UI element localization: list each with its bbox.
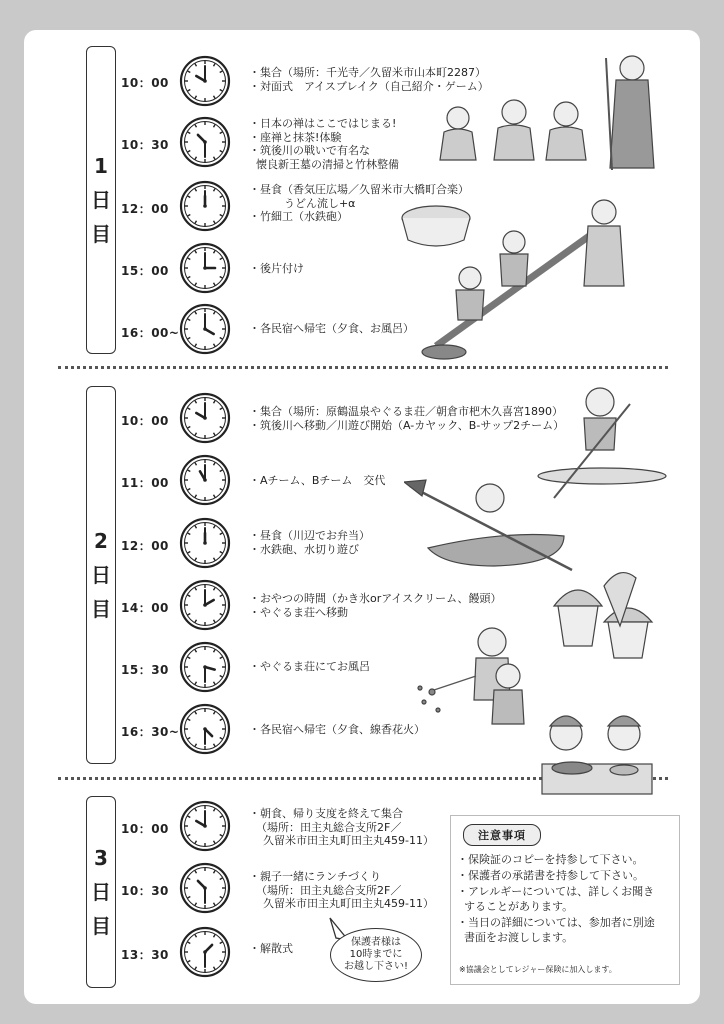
time-label: 10：30 xyxy=(121,138,169,152)
time-label: 14：00 xyxy=(121,601,169,615)
schedule-description: ・集合（場所：原鶴温泉やぐるま荘／朝倉市杷木久喜宮1890） ・筑後川へ移動／川遊び開始（A-カヤック、B-サップ2チーム） xyxy=(249,405,565,432)
day-divider xyxy=(58,366,668,369)
notes-item: ・保護者の承諾書を持参して下さい。 xyxy=(457,869,644,882)
time-label: 10：00 xyxy=(121,76,169,90)
clock-icon xyxy=(179,55,231,107)
insurance-footnote: ※協議会としてレジャー保険に加入します。 xyxy=(459,965,617,974)
schedule-description: ・後片付け xyxy=(249,262,304,275)
notes-item: ・当日の詳細については、参加者に別途 書面をお渡しします。 xyxy=(457,916,655,944)
time-label: 13：30 xyxy=(121,948,169,962)
clock-icon xyxy=(179,517,231,569)
time-label: 10：30 xyxy=(121,884,169,898)
clock-icon xyxy=(179,579,231,631)
clock-icon xyxy=(179,116,231,168)
time-label: 16：00~ xyxy=(121,326,180,340)
schedule-description: ・日本の禅はここではじまる! ・座禅と抹茶!体験 ・筑後川の戦いで有名な 懐良新王墓の清掃と竹林整備 xyxy=(249,117,399,171)
clock-icon xyxy=(179,180,231,232)
clock-icon xyxy=(179,303,231,355)
notes-box xyxy=(450,815,680,985)
schedule-description: ・昼食（川辺でお弁当） ・水鉄砲、水切り遊び xyxy=(249,529,370,556)
notes-list xyxy=(457,852,675,946)
clock-icon xyxy=(179,242,231,294)
day-3-label: 3 日 目 xyxy=(86,796,116,988)
clock-icon xyxy=(179,862,231,914)
bamboo-noodle-illustration xyxy=(372,190,642,366)
time-label: 15：30 xyxy=(121,663,169,677)
schedule-description: ・解散式 xyxy=(249,942,293,955)
schedule-description: ・親子一緒にランチづくり （場所：田主丸総合支所2F／ 久留米市田主丸町田主丸459-11） xyxy=(249,870,434,910)
cooking-children-illustration xyxy=(536,706,658,798)
notes-item: ・アレルギーについては、詳しくお聞き することがあります。 xyxy=(457,885,655,913)
day-2-label: 2 日 目 xyxy=(86,386,116,764)
notes-title: 注意事項 xyxy=(463,824,541,846)
clock-icon xyxy=(179,454,231,506)
time-label: 10：00 xyxy=(121,822,169,836)
time-label: 12：00 xyxy=(121,539,169,553)
schedule-description: ・朝食、帰り支度を終えて集合 （場所：田主丸総合支所2F／ 久留米市田主丸町田主丸459-11） xyxy=(249,807,434,847)
sup-kayak-illustration xyxy=(404,380,670,580)
schedule-description: ・集合（場所：千光寺／久留米市山本町2287） ・対面式 アイスブレイク（自己紹介・ゲーム） xyxy=(249,66,489,93)
schedule-description: ・各民宿へ帰宅（夕食、お風呂） xyxy=(249,322,414,335)
notes-item: ・保険証のコピーを持参して下さい。 xyxy=(457,853,644,866)
time-label: 11：00 xyxy=(121,476,169,490)
schedule-description: ・昼食（香気圧広場／久留米市大橋町合楽） うどん流し+α ・竹細工（水鉄砲） xyxy=(249,183,469,223)
clock-icon xyxy=(179,392,231,444)
clock-icon xyxy=(179,800,231,852)
clock-icon xyxy=(179,641,231,693)
time-label: 10：00 xyxy=(121,414,169,428)
clock-icon xyxy=(179,703,231,755)
schedule-description: ・Aチーム、Bチーム 交代 xyxy=(249,474,386,487)
schedule-description: ・各民宿へ帰宅（夕食、線香花火） xyxy=(249,723,425,736)
schedule-description: ・おやつの時間（かき氷orアイスクリーム、饅頭） ・やぐるま荘へ移動 xyxy=(249,592,502,619)
zen-monk-children-illustration xyxy=(436,48,664,176)
time-label: 16：30~ xyxy=(121,725,180,739)
guardian-notice-bubble: 保護者様は 10時までに お越し下さい! xyxy=(330,928,422,982)
sparkler-children-illustration xyxy=(414,620,534,740)
shaved-ice-illustration xyxy=(548,566,658,662)
clock-icon xyxy=(179,926,231,978)
time-label: 15：00 xyxy=(121,264,169,278)
time-label: 12：00 xyxy=(121,202,169,216)
schedule-description: ・やぐるま荘にてお風呂 xyxy=(249,660,370,673)
day-1-label: 1 日 目 xyxy=(86,46,116,354)
